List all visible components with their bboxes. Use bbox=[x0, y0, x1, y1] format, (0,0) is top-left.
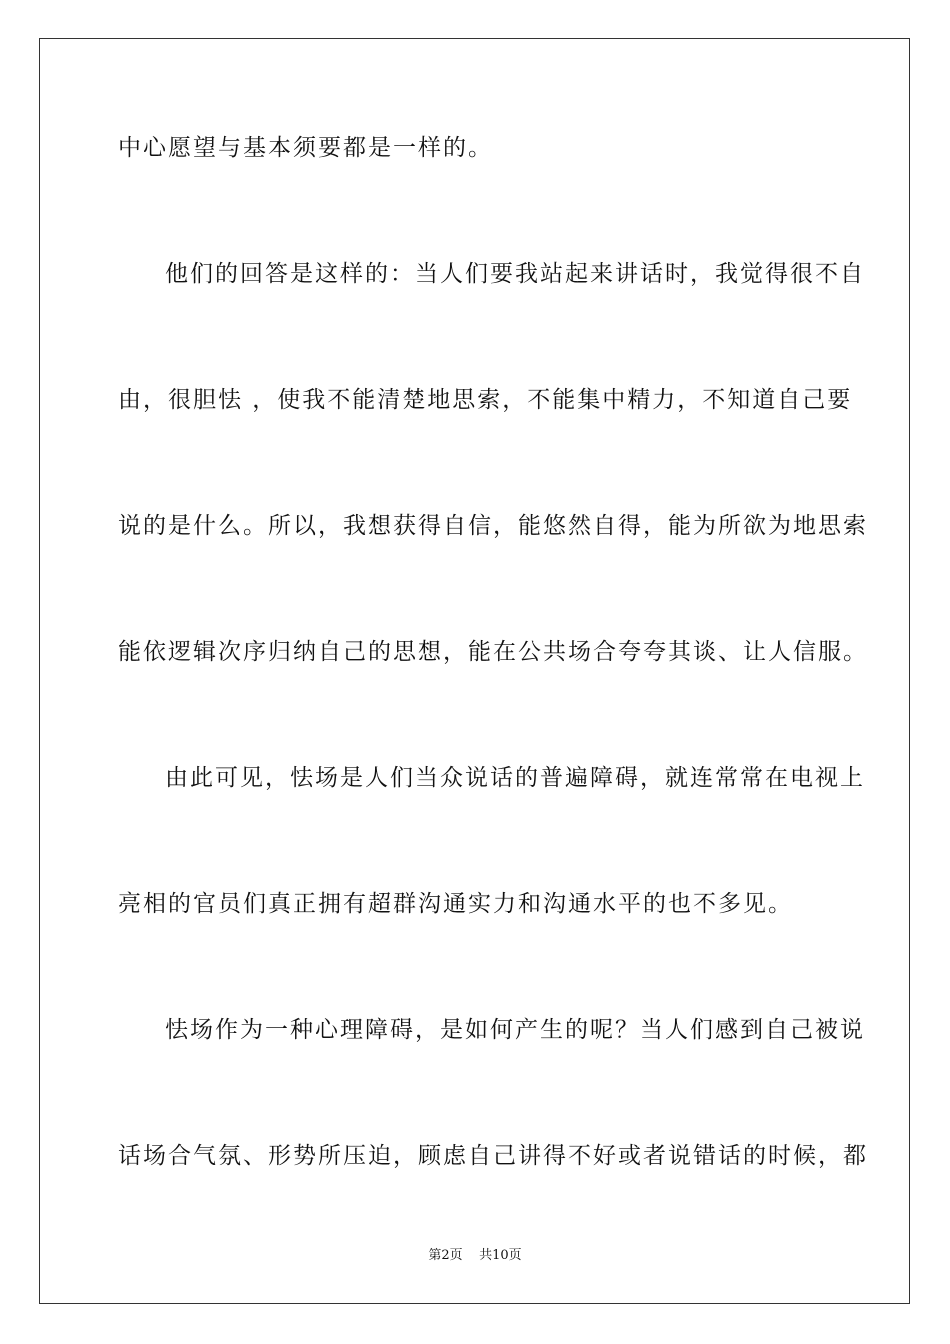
text-line: 能依逻辑次序归纳自己的思想，能在公共场合夸夸其谈、让人信服。 bbox=[118, 639, 868, 665]
page-border bbox=[39, 38, 910, 1304]
paragraph-first-line: 他们的回答是这样的：当人们要我站起来讲话时，我觉得很不自 bbox=[165, 261, 865, 287]
text-line: 说的是什么。所以，我想获得自信，能悠然自得，能为所欲为地思索 bbox=[118, 513, 868, 539]
paragraph-first-line: 怯场作为一种心理障碍，是如何产生的呢？当人们感到自己被说 bbox=[165, 1017, 865, 1043]
page-number-footer: 第2页 共10页 bbox=[428, 1248, 522, 1263]
text-line: 中心愿望与基本须要都是一样的。 bbox=[118, 135, 493, 161]
text-line: 由，很胆怯 ，使我不能清楚地思索，不能集中精力，不知道自己要 bbox=[118, 387, 853, 413]
text-line: 亮相的官员们真正拥有超群沟通实力和沟通水平的也不多见。 bbox=[118, 891, 793, 917]
text-line: 话场合气氛、形势所压迫，顾虑自己讲得不好或者说错话的时候，都 bbox=[118, 1143, 868, 1169]
paragraph-first-line: 由此可见，怯场是人们当众说话的普遍障碍，就连常常在电视上 bbox=[165, 765, 865, 791]
